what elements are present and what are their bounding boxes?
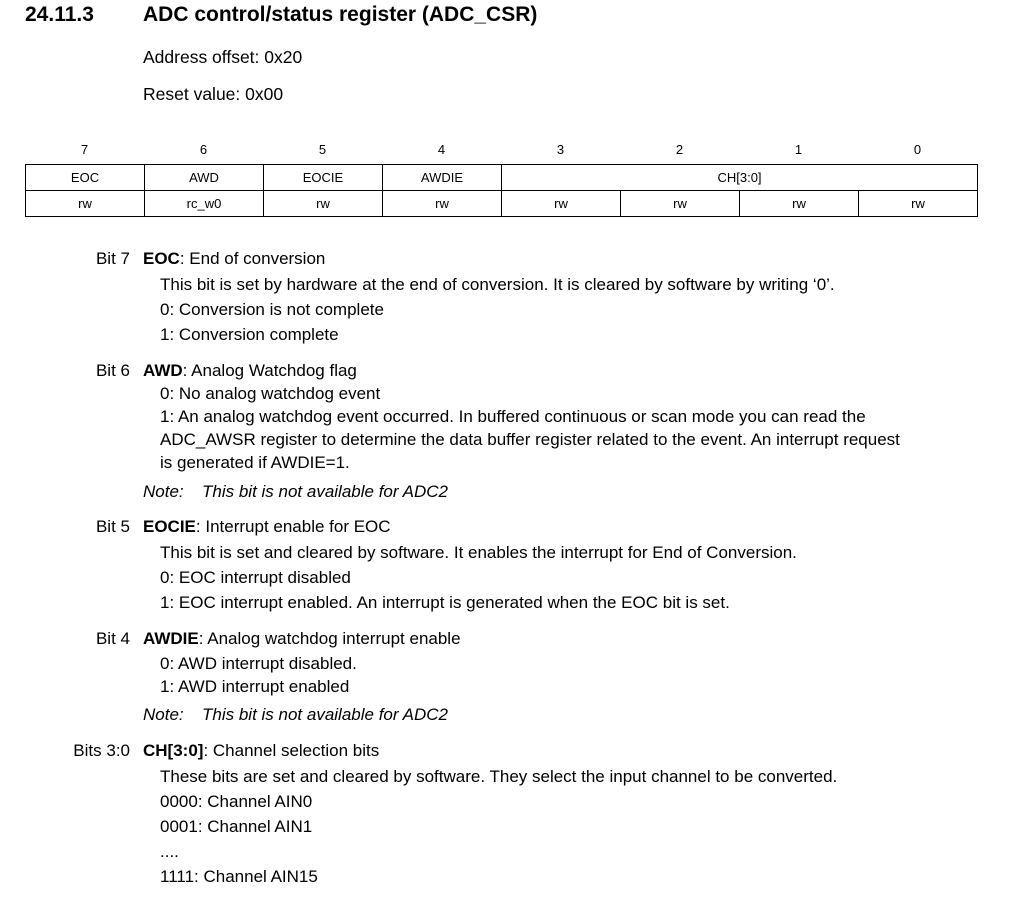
field-cell-eoc: EOC — [26, 165, 145, 191]
body-line: 0000: Channel AIN0 — [160, 792, 313, 811]
bit-title — [143, 246, 325, 271]
bit-field-title: : Analog Watchdog flag — [182, 361, 357, 380]
bit-number: 3 — [556, 142, 565, 157]
bit-field-name: CH[3:0] — [143, 741, 204, 760]
body-line: 1: EOC interrupt enabled. An interrupt is generated when the EOC bit is set. — [160, 593, 730, 612]
bit-label: Bits 3:0 — [73, 741, 130, 760]
bit-title — [143, 514, 391, 539]
bit-body — [160, 272, 980, 347]
body-line: 0: Conversion is not complete — [160, 300, 384, 319]
bit-number: 6 — [199, 142, 208, 157]
body-line: is generated if AWDIE=1. — [160, 453, 350, 472]
bit-field-title: : Channel selection bits — [203, 741, 380, 760]
bit-number: 2 — [675, 142, 684, 157]
section-title: ADC control/status register (ADC_CSR) — [143, 3, 538, 26]
bit-field-name: AWDIE — [143, 629, 199, 648]
address-offset: Address offset: 0x20 — [143, 47, 303, 67]
field-cell-awdie: AWDIE — [383, 165, 502, 191]
note-text: This bit is not available for ADC2 — [202, 705, 448, 724]
body-line: 1: AWD interrupt enabled — [160, 677, 350, 696]
body-line: .... — [160, 842, 179, 861]
body-line: 0001: Channel AIN1 — [160, 817, 313, 836]
bit-body — [160, 764, 980, 889]
bit-title — [143, 626, 461, 651]
access-row — [26, 191, 978, 217]
section-number: 24.11.3 — [25, 3, 94, 26]
note-text: This bit is not available for ADC2 — [202, 482, 448, 501]
access-cell: rw — [383, 191, 502, 217]
bit-number: 4 — [437, 142, 446, 157]
bit-field-name: AWD — [143, 361, 183, 380]
bit-body — [160, 540, 980, 615]
access-cell: rw — [26, 191, 145, 217]
bit-number: 7 — [80, 142, 89, 157]
register-map-table — [25, 164, 978, 217]
bit-number: 0 — [913, 142, 922, 157]
field-name-row — [26, 165, 978, 191]
bit-note — [143, 479, 448, 504]
access-cell: rw — [621, 191, 740, 217]
note-tag: Note: — [143, 482, 184, 501]
bit-body — [160, 652, 980, 698]
access-cell: rw — [264, 191, 383, 217]
bit-label: Bit 6 — [95, 361, 130, 380]
body-line: 0: EOC interrupt disabled — [160, 568, 351, 587]
body-line: 1: An analog watchdog event occurred. In buffered continuous or scan mode you can read the — [160, 407, 866, 426]
body-line: 1: Conversion complete — [160, 325, 339, 344]
bit-title — [143, 358, 357, 383]
access-cell: rw — [740, 191, 859, 217]
bit-body — [160, 382, 980, 474]
bit-field-title: : Interrupt enable for EOC — [195, 517, 391, 536]
access-cell: rw — [502, 191, 621, 217]
bit-field-title: : Analog watchdog interrupt enable — [198, 629, 461, 648]
bit-label: Bit 4 — [95, 629, 130, 648]
note-tag: Note: — [143, 705, 184, 724]
section-heading — [25, 3, 537, 27]
bit-note — [143, 702, 448, 727]
bit-field-name: EOC — [143, 249, 180, 268]
body-line: These bits are set and cleared by software. They select the input channel to be converted. — [160, 767, 838, 786]
field-cell-eocie: EOCIE — [264, 165, 383, 191]
field-cell-awd: AWD — [145, 165, 264, 191]
body-line: 0: AWD interrupt disabled. — [160, 654, 357, 673]
field-cell-ch: CH[3:0] — [502, 165, 978, 191]
body-line: 0: No analog watchdog event — [160, 384, 381, 403]
access-cell: rw — [859, 191, 978, 217]
bit-number-row — [25, 142, 977, 157]
bit-label: Bit 7 — [95, 249, 130, 268]
bit-field-name: EOCIE — [143, 517, 196, 536]
bit-label: Bit 5 — [95, 517, 130, 536]
bit-number: 5 — [318, 142, 327, 157]
body-line: This bit is set by hardware at the end of conversion. It is cleared by software by writing ‘0’. — [160, 275, 835, 294]
bit-number: 1 — [794, 142, 803, 157]
body-line: 1111: Channel AIN15 — [160, 867, 318, 886]
body-line: ADC_AWSR register to determine the data buffer register related to the event. An interrupt request — [160, 430, 900, 449]
bit-field-title: : End of conversion — [179, 249, 326, 268]
bit-title — [143, 738, 379, 763]
body-line: This bit is set and cleared by software. It enables the interrupt for End of Conversion. — [160, 543, 797, 562]
access-cell: rc_w0 — [145, 191, 264, 217]
reset-value: Reset value: 0x00 — [143, 84, 284, 104]
